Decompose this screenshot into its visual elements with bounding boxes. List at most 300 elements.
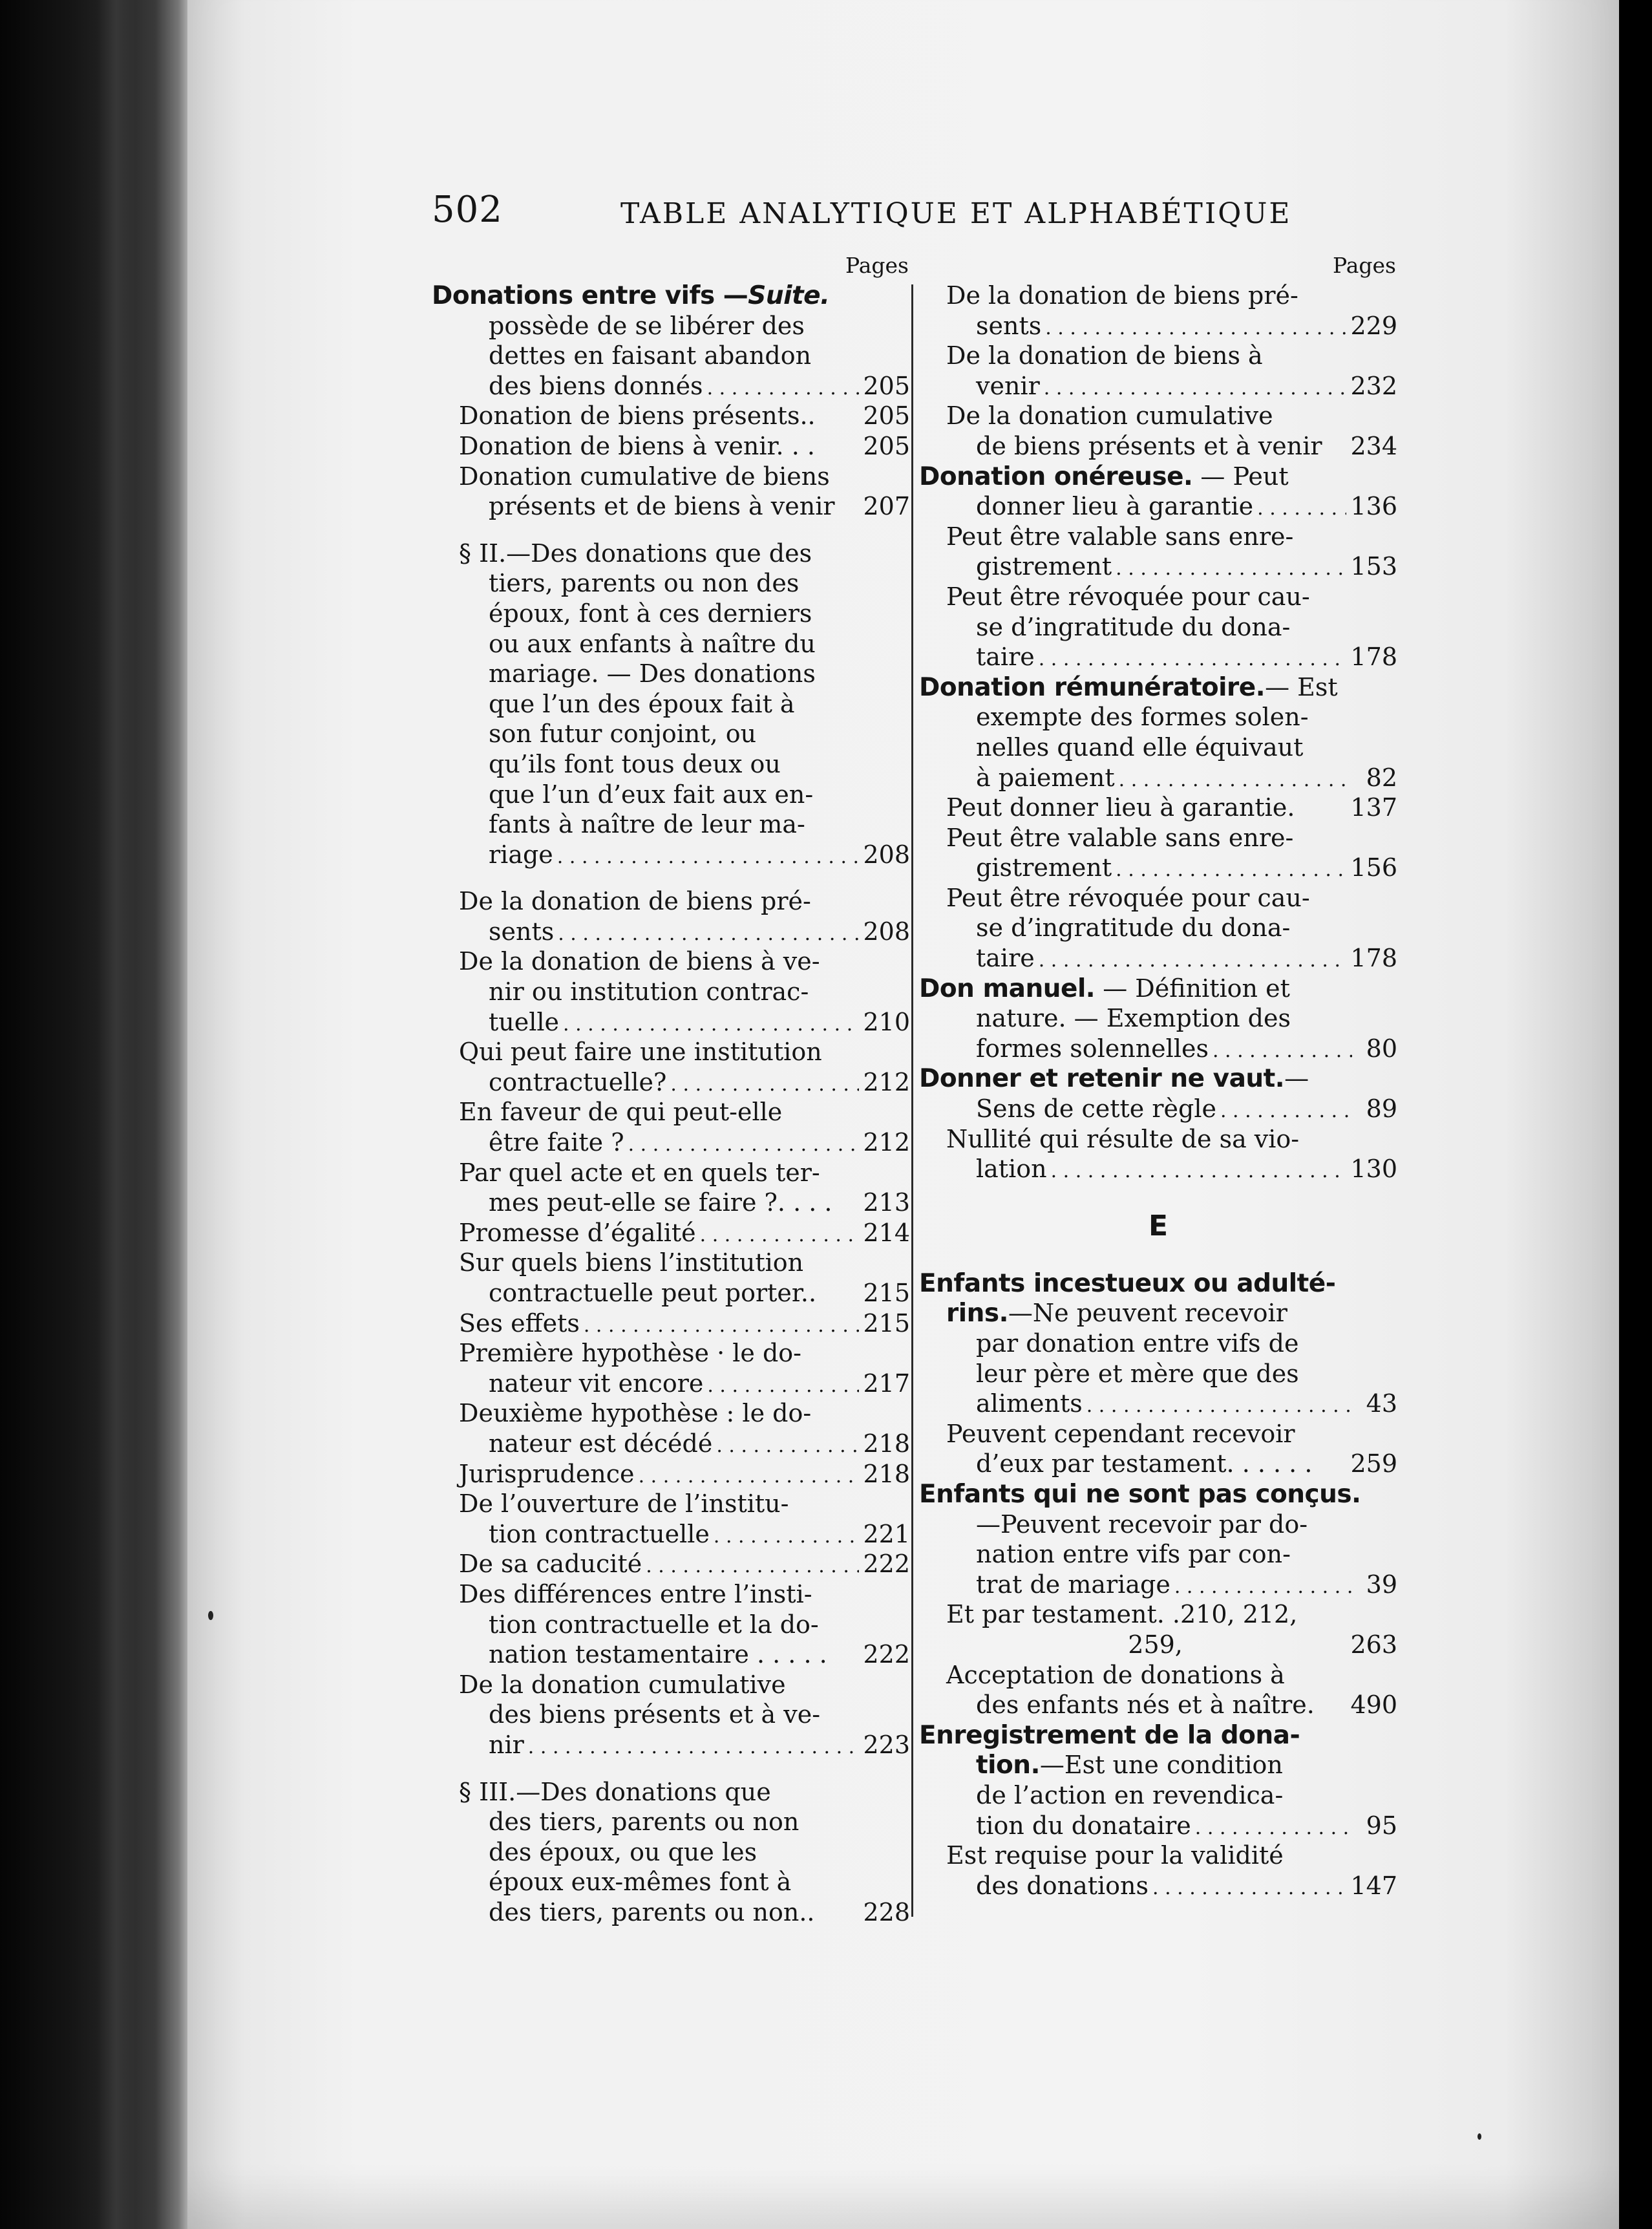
index-line bbox=[432, 1248, 910, 1278]
page-ref: 222 bbox=[863, 1640, 910, 1669]
dot-leader bbox=[1051, 1154, 1347, 1187]
page-ref: 207 bbox=[863, 492, 910, 521]
index-line bbox=[919, 793, 1397, 823]
entry-text bbox=[459, 1158, 820, 1188]
entry-text bbox=[459, 1398, 811, 1429]
entry-text bbox=[976, 1570, 1170, 1600]
index-line bbox=[432, 311, 910, 341]
entry-text bbox=[489, 371, 703, 401]
page-ref: 234 bbox=[1350, 431, 1397, 460]
index-line bbox=[432, 1308, 910, 1339]
page-ref: 223 bbox=[863, 1730, 910, 1759]
entry-text bbox=[976, 702, 1309, 732]
entry-text bbox=[489, 1278, 816, 1308]
entry-text-part: Donation cumulative de biens bbox=[459, 462, 830, 491]
entry-text-part: venir bbox=[976, 371, 1040, 400]
entry-text bbox=[946, 1599, 1297, 1630]
index-line bbox=[432, 749, 910, 780]
entry-text bbox=[976, 1509, 1308, 1540]
entry-text bbox=[489, 917, 554, 947]
entry-text-part: — Est bbox=[1265, 672, 1338, 701]
dot-leader bbox=[1220, 1094, 1352, 1127]
dot-leader bbox=[1152, 1871, 1346, 1904]
entry-text bbox=[489, 977, 809, 1007]
entry-text bbox=[946, 401, 1273, 431]
entry-text bbox=[946, 883, 1310, 913]
page-ref: 232 bbox=[1350, 371, 1397, 400]
entry-text-part: possède de se libérer des bbox=[489, 311, 805, 340]
entry-text bbox=[459, 1338, 801, 1369]
entry-text bbox=[976, 551, 1112, 582]
entry-text bbox=[946, 582, 1310, 612]
entry-text-part: dettes en faisant abandon bbox=[489, 341, 812, 370]
entry-text bbox=[976, 913, 1290, 943]
entry-headword: Enfants incestueux ou adulté- bbox=[919, 1268, 1336, 1298]
dot-leader bbox=[1119, 763, 1352, 796]
entry-text bbox=[489, 629, 816, 659]
index-line bbox=[432, 1549, 910, 1579]
entry-headword: Suite. bbox=[748, 281, 830, 310]
entry-text-part: aliments bbox=[976, 1389, 1083, 1418]
entry-text bbox=[489, 749, 781, 780]
index-line bbox=[432, 1097, 910, 1127]
page-ref: 80 bbox=[1366, 1034, 1397, 1063]
page-ref: 212 bbox=[863, 1128, 910, 1157]
entry-text bbox=[489, 491, 835, 522]
entry-text-part: par donation entre vifs de bbox=[976, 1329, 1299, 1358]
index-line bbox=[432, 659, 910, 689]
index-line bbox=[432, 401, 910, 431]
entry-text bbox=[459, 1670, 786, 1700]
index-line bbox=[919, 1359, 1397, 1389]
entry-text-part: tion contractuelle et la do- bbox=[489, 1610, 819, 1639]
running-head: TABLE ANALYTIQUE ET ALPHABÉTIQUE bbox=[620, 197, 1292, 230]
entry-headword: Enfants qui ne sont pas conçus. bbox=[919, 1479, 1361, 1509]
dot-leader bbox=[1195, 1811, 1352, 1844]
entry-text-part: de l’action en revendica- bbox=[976, 1780, 1284, 1809]
index-line bbox=[432, 1670, 910, 1700]
entry-text bbox=[919, 462, 1289, 493]
entry-text bbox=[489, 1127, 624, 1158]
page-ref: 490 bbox=[1350, 1690, 1397, 1720]
index-line bbox=[919, 943, 1397, 974]
entry-text bbox=[459, 462, 830, 492]
entry-text bbox=[459, 1037, 822, 1067]
index-line bbox=[432, 1519, 910, 1550]
entry-headword: — bbox=[714, 281, 748, 310]
entry-text bbox=[489, 840, 553, 870]
index-line bbox=[432, 840, 910, 870]
entry-text bbox=[976, 943, 1035, 974]
entry-text bbox=[432, 281, 829, 312]
entry-text-part: De l’ouverture de l’institu- bbox=[459, 1489, 789, 1519]
dot-leader bbox=[558, 917, 859, 950]
index-line bbox=[432, 1730, 910, 1760]
index-line bbox=[919, 1811, 1397, 1841]
page-ref: 205 bbox=[863, 431, 910, 460]
entry-text-part: tion du donataire bbox=[976, 1811, 1191, 1840]
entry-text-part: exempte des formes solen- bbox=[976, 703, 1309, 732]
entry-headword: Don manuel. bbox=[919, 974, 1096, 1003]
index-line bbox=[919, 431, 1397, 462]
dot-leader bbox=[1039, 642, 1347, 675]
dot-leader bbox=[707, 1369, 859, 1402]
entry-text bbox=[976, 1389, 1083, 1419]
entry-text-part: sents bbox=[976, 311, 1042, 340]
page-bottom-shade bbox=[187, 2162, 1619, 2229]
entry-text-part: tuelle bbox=[489, 1007, 560, 1036]
entry-text-part: Et par testament. .210, 212, bbox=[946, 1600, 1298, 1629]
page-ref: 215 bbox=[863, 1308, 910, 1338]
entry-text bbox=[459, 1218, 696, 1248]
index-line bbox=[919, 1298, 1397, 1328]
entry-text bbox=[976, 491, 1253, 522]
entry-text bbox=[976, 1811, 1191, 1841]
entry-text bbox=[489, 1730, 524, 1760]
entry-text-part: Des différences entre l’insti- bbox=[459, 1579, 812, 1608]
entry-text bbox=[489, 311, 805, 341]
scan-right-edge bbox=[1619, 0, 1652, 2229]
entry-text bbox=[489, 1429, 712, 1459]
index-line bbox=[919, 732, 1397, 763]
dot-leader bbox=[700, 1218, 860, 1251]
entry-text bbox=[946, 793, 1295, 823]
entry-text-part: — Peut bbox=[1192, 462, 1289, 491]
entry-text bbox=[459, 1097, 782, 1127]
entry-text-part: des tiers, parents ou non.. bbox=[489, 1897, 815, 1926]
entry-text-part: — Définition et bbox=[1095, 974, 1290, 1003]
page-ref: 147 bbox=[1350, 1871, 1397, 1900]
section-letter: E bbox=[1148, 1209, 1169, 1242]
entry-text bbox=[946, 1298, 1287, 1329]
index-line bbox=[919, 1268, 1397, 1299]
index-line bbox=[919, 883, 1397, 913]
entry-text-part: gistrement bbox=[976, 552, 1112, 581]
entry-text bbox=[976, 1690, 1315, 1720]
entry-text-part: Est requise pour la validité bbox=[946, 1841, 1284, 1870]
entry-text-part: De la donation cumulative bbox=[459, 1670, 786, 1699]
index-line bbox=[919, 1871, 1397, 1901]
entry-headword: rins. bbox=[946, 1299, 1008, 1328]
index-line bbox=[432, 629, 910, 659]
index-line bbox=[919, 522, 1397, 552]
entry-text bbox=[919, 1479, 1361, 1510]
index-line bbox=[432, 1777, 910, 1808]
index-line bbox=[919, 1630, 1397, 1660]
entry-text bbox=[976, 1359, 1299, 1389]
index-line bbox=[432, 1867, 910, 1897]
dot-leader bbox=[584, 1308, 860, 1341]
entry-text-part: taire bbox=[976, 643, 1035, 672]
entry-text bbox=[489, 659, 816, 689]
entry-text-part: Deuxième hypothèse : le do- bbox=[459, 1399, 812, 1428]
entry-text bbox=[489, 780, 813, 810]
entry-text-part: Donation de biens à venir. . . bbox=[459, 431, 815, 460]
dot-leader bbox=[639, 1459, 860, 1492]
pages-label-left: Pages bbox=[845, 253, 909, 278]
entry-text-part: Peut être valable sans enre- bbox=[946, 823, 1294, 852]
entry-text bbox=[946, 341, 1263, 371]
entry-text-part: donner lieu à garantie bbox=[976, 492, 1254, 521]
entry-text bbox=[459, 1549, 642, 1579]
entry-text bbox=[976, 642, 1035, 672]
page-ref: 212 bbox=[863, 1067, 910, 1096]
entry-text-part: Qui peut faire une institution bbox=[459, 1038, 822, 1067]
entry-text-part: Sens de cette règle bbox=[976, 1094, 1216, 1124]
index-line bbox=[432, 371, 910, 401]
entry-text-part: Peut être valable sans enre- bbox=[946, 522, 1294, 551]
entry-text-part: présents et de biens à venir bbox=[489, 492, 835, 521]
entry-headword: Donation onéreuse. bbox=[919, 462, 1193, 491]
page-ref: 214 bbox=[863, 1218, 910, 1247]
index-line bbox=[919, 1419, 1397, 1449]
entry-text-part: des enfants nés et à naître. bbox=[976, 1690, 1315, 1720]
entry-headword: Enregistrement de la dona- bbox=[919, 1720, 1300, 1750]
index-line bbox=[919, 974, 1397, 1004]
entry-text bbox=[976, 1539, 1291, 1570]
entry-text bbox=[946, 1124, 1299, 1155]
entry-text bbox=[459, 431, 815, 462]
index-line bbox=[919, 1780, 1397, 1811]
entry-text-part: de biens présents et à venir bbox=[976, 431, 1322, 460]
index-line bbox=[919, 612, 1397, 643]
page-ref: 208 bbox=[863, 917, 910, 946]
index-line bbox=[919, 582, 1397, 612]
index-line bbox=[432, 1369, 910, 1399]
index-line bbox=[432, 1459, 910, 1489]
entry-text bbox=[459, 1579, 812, 1610]
entry-text bbox=[489, 341, 811, 371]
page-ref: 210 bbox=[863, 1007, 910, 1036]
entry-text bbox=[946, 1840, 1284, 1871]
page-ref: 205 bbox=[863, 371, 910, 400]
entry-headword: Donation rémunératoire. bbox=[919, 672, 1265, 702]
page-ref: 218 bbox=[863, 1429, 910, 1458]
entry-text-part: mes peut-elle se faire ?. . . . bbox=[489, 1188, 832, 1217]
entry-text-part: Sur quels biens l’institution bbox=[459, 1248, 804, 1277]
index-line bbox=[432, 1127, 910, 1158]
entry-text-part: que l’un des époux fait à bbox=[489, 689, 795, 718]
index-line bbox=[919, 281, 1397, 311]
entry-text bbox=[976, 311, 1041, 341]
entry-text-part: Peuvent cependant recevoir bbox=[946, 1419, 1295, 1448]
entry-text bbox=[489, 1369, 703, 1399]
dot-leader bbox=[670, 1067, 859, 1100]
index-line bbox=[919, 1389, 1397, 1419]
entry-text bbox=[976, 1750, 1283, 1781]
page-ref: 205 bbox=[863, 401, 910, 431]
dot-leader bbox=[1044, 371, 1347, 404]
index-line bbox=[919, 1599, 1397, 1630]
entry-text-part: De la donation de biens pré- bbox=[459, 887, 811, 916]
entry-text bbox=[489, 1837, 757, 1868]
index-line bbox=[919, 341, 1397, 371]
entry-text bbox=[976, 1871, 1149, 1901]
index-line bbox=[919, 371, 1397, 401]
page-ref: 215 bbox=[863, 1279, 910, 1307]
entry-text-part: taire bbox=[976, 944, 1035, 973]
index-line bbox=[432, 1007, 910, 1038]
index-line bbox=[432, 1278, 910, 1308]
index-line bbox=[919, 1124, 1397, 1155]
page-ref: 178 bbox=[1350, 944, 1397, 973]
index-line bbox=[432, 1837, 910, 1868]
entry-text-part: 259, bbox=[1003, 1630, 1183, 1659]
entry-text bbox=[919, 974, 1290, 1005]
index-line bbox=[432, 1188, 910, 1218]
entry-text-part: que l’un d’eux fait aux en- bbox=[489, 780, 814, 809]
index-line bbox=[432, 599, 910, 629]
page-ref: 229 bbox=[1350, 311, 1397, 340]
index-line bbox=[432, 1338, 910, 1369]
entry-headword: Donations entre vifs bbox=[432, 281, 715, 310]
page-ref: 130 bbox=[1350, 1155, 1397, 1184]
entry-text-part: riage bbox=[489, 840, 553, 869]
index-line bbox=[432, 1067, 910, 1098]
page-ref: 82 bbox=[1366, 763, 1397, 792]
entry-text-part: Peut être révoquée pour cau- bbox=[946, 883, 1310, 912]
entry-text-part: fants à naître de leur ma- bbox=[489, 810, 805, 839]
page-ref: 217 bbox=[863, 1369, 910, 1398]
index-line bbox=[432, 431, 910, 462]
page-ref: 222 bbox=[863, 1550, 910, 1579]
index-line bbox=[432, 689, 910, 720]
entry-text-part: nateur est décédé bbox=[489, 1429, 713, 1458]
index-line bbox=[919, 1750, 1397, 1780]
index-line bbox=[432, 1897, 910, 1928]
page-ref: 228 bbox=[863, 1897, 910, 1926]
index-line bbox=[432, 539, 910, 569]
entry-text bbox=[459, 1459, 635, 1489]
index-line bbox=[919, 1094, 1397, 1124]
entry-text bbox=[459, 539, 812, 569]
dot-leader bbox=[646, 1549, 859, 1582]
index-line bbox=[919, 853, 1397, 883]
entry-text bbox=[919, 1720, 1300, 1751]
dot-leader bbox=[1116, 853, 1346, 886]
dot-leader bbox=[716, 1429, 859, 1462]
page-ref: 208 bbox=[863, 840, 910, 869]
entry-text bbox=[976, 1034, 1209, 1064]
entry-text bbox=[459, 1308, 580, 1339]
dot-leader bbox=[1257, 491, 1346, 524]
entry-text-part: Promesse d’égalité bbox=[459, 1218, 696, 1247]
entry-text-part: d’eux par testament. . . . . . bbox=[976, 1449, 1313, 1478]
entry-text-part: Donation de biens présents.. bbox=[459, 401, 816, 431]
entry-text bbox=[489, 689, 795, 720]
index-line bbox=[919, 551, 1397, 582]
page-ref: 156 bbox=[1350, 853, 1397, 882]
entry-text-part: des époux, ou que les bbox=[489, 1837, 757, 1866]
entry-text-part: En faveur de qui peut-elle bbox=[459, 1098, 783, 1127]
entry-text-part: tion contractuelle bbox=[489, 1519, 710, 1548]
entry-text bbox=[976, 732, 1303, 763]
entry-text-part: sents bbox=[489, 917, 555, 946]
entry-headword: tion. bbox=[976, 1751, 1040, 1780]
index-line bbox=[432, 1158, 910, 1188]
entry-text bbox=[489, 1519, 710, 1550]
entry-text-part: De la donation de biens à ve- bbox=[459, 947, 820, 976]
entry-text bbox=[946, 281, 1298, 311]
entry-text bbox=[459, 1489, 789, 1519]
entry-spacer bbox=[432, 522, 910, 539]
page-ref: 39 bbox=[1366, 1570, 1397, 1599]
entry-text-part: des tiers, parents ou non bbox=[489, 1808, 800, 1837]
index-line bbox=[919, 1479, 1397, 1509]
index-column-left bbox=[432, 251, 910, 1927]
dot-leader bbox=[1116, 551, 1346, 584]
index-line bbox=[432, 780, 910, 810]
index-line bbox=[432, 886, 910, 917]
entry-text-part: son futur conjoint, ou bbox=[489, 720, 757, 749]
page-ref: 263 bbox=[1350, 1630, 1397, 1659]
index-line bbox=[919, 1154, 1397, 1184]
entry-text bbox=[489, 568, 799, 599]
entry-text-part: Peut être révoquée pour cau- bbox=[946, 582, 1310, 611]
entry-text-part: ou aux enfants à naître du bbox=[489, 629, 816, 658]
entry-text-part: époux eux-mêmes font à bbox=[489, 1868, 792, 1897]
entry-text bbox=[489, 1867, 791, 1897]
entry-text bbox=[976, 371, 1040, 401]
entry-text-part: —Peuvent recevoir par do- bbox=[976, 1509, 1308, 1539]
entry-text-part: Première hypothèse · le do- bbox=[459, 1339, 801, 1368]
index-line bbox=[919, 311, 1397, 341]
entry-text bbox=[459, 1777, 771, 1808]
entry-text-part: nelles quand elle équivaut bbox=[976, 732, 1304, 762]
entry-text-part: Jurisprudence bbox=[459, 1459, 635, 1488]
entry-text-part: Nullité qui résulte de sa vio- bbox=[946, 1124, 1300, 1153]
dot-leader bbox=[1213, 1034, 1352, 1067]
entry-text bbox=[976, 1780, 1283, 1811]
index-line bbox=[919, 1539, 1397, 1570]
index-line bbox=[919, 1003, 1397, 1034]
index-line bbox=[432, 1807, 910, 1837]
entry-text bbox=[976, 853, 1112, 883]
entry-text-part: — bbox=[1284, 1064, 1309, 1093]
entry-text-part: nir ou institution contrac- bbox=[489, 977, 809, 1007]
dot-leader bbox=[714, 1519, 860, 1552]
index-column-right bbox=[919, 251, 1397, 1901]
index-line bbox=[919, 1063, 1397, 1094]
index-line bbox=[432, 462, 910, 492]
entry-text-part: —Ne peuvent recevoir bbox=[1008, 1299, 1287, 1328]
index-line bbox=[432, 809, 910, 840]
index-line bbox=[432, 281, 910, 311]
page-ref: 136 bbox=[1350, 492, 1397, 521]
page-ref: 95 bbox=[1366, 1811, 1397, 1840]
entry-text bbox=[459, 946, 820, 977]
entry-text bbox=[489, 1700, 820, 1730]
entry-headword: Donner et retenir ne vaut. bbox=[919, 1064, 1285, 1094]
entry-text-part: des donations bbox=[976, 1871, 1149, 1900]
entry-text-part: De la donation cumulative bbox=[946, 401, 1273, 431]
index-line bbox=[432, 719, 910, 749]
entry-text-part: § II.—Des donations que des bbox=[459, 539, 812, 568]
entry-text bbox=[976, 1328, 1298, 1359]
index-line bbox=[432, 1398, 910, 1429]
page-ref: 43 bbox=[1366, 1389, 1397, 1418]
entries-right bbox=[919, 281, 1397, 1901]
entry-text-part: tiers, parents ou non des bbox=[489, 569, 800, 598]
entry-text bbox=[976, 612, 1290, 643]
entry-text-part: —Est une condition bbox=[1039, 1751, 1283, 1780]
entry-text bbox=[976, 1449, 1312, 1479]
entry-text bbox=[946, 522, 1293, 552]
entry-text-part: gistrement bbox=[976, 853, 1112, 882]
index-line bbox=[919, 401, 1397, 431]
entry-text-part: lation bbox=[976, 1155, 1047, 1184]
entry-text-part: époux, font à ces derniers bbox=[489, 599, 812, 628]
